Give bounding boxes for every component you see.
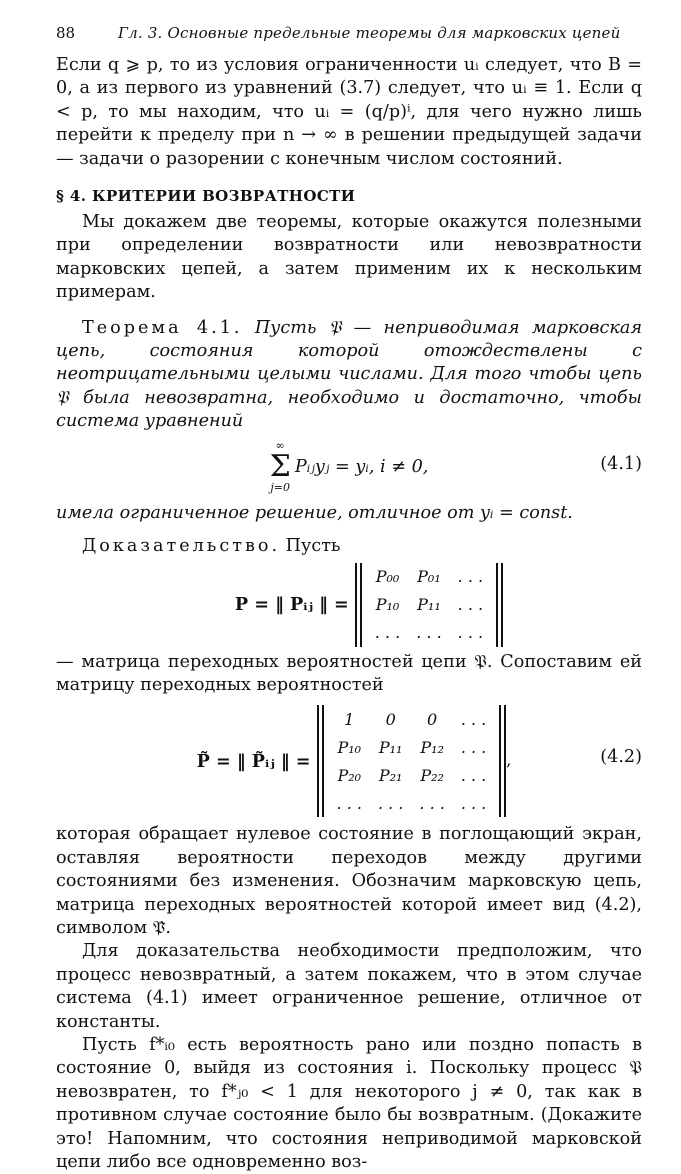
sum-lower: j=0 [270, 480, 291, 494]
matrix-cell: . . . [336, 793, 362, 813]
matrix-cell: P₀₀ [375, 567, 400, 586]
proof-label: Доказательство. [82, 536, 281, 557]
matrix-P [56, 563, 642, 647]
matrix-cell: . . . [377, 793, 404, 813]
matrix-cell: . . . [457, 595, 484, 614]
matrix-P-tilde-body [317, 705, 507, 817]
matrix-cell: P₁₀ [375, 595, 400, 614]
theorem-4-1 [56, 317, 642, 434]
paragraph-3: — матрица переходных вероятностей цепи 𝔓. Сопоставим ей матрицу переходных вероятностей [56, 651, 642, 695]
paragraph-4: которая обращает нулевое состояние в поглощающий экран, оставляя вероятности переходов между другими состояниями без изменения. Обозначим марковскую цепь, матрица переходных вероятностей которой имеет вид (4.2), символом 𝔓̃. [56, 824, 642, 938]
matrix-cell: P₁₁ [417, 595, 441, 614]
matrix-cell: . . . [460, 737, 487, 757]
section-title: § 4. КРИТЕРИИ ВОЗВРАТНОСТИ [56, 187, 356, 206]
matrix-cell: . . . [419, 793, 445, 813]
running-header [56, 24, 642, 54]
paragraph-2: Мы докажем две теоремы, которые окажутся полезными при определении возвратности или невозвратности марковских цепей, а затем применим их к нескольким примерам. [56, 212, 642, 303]
proof-start [56, 535, 642, 558]
matrix-P-lhs: P = ‖ Pᵢⱼ ‖ = [234, 594, 349, 615]
theorem-end: имела ограниченное решение, отличное от yᵢ = const. [56, 502, 573, 523]
page-number: 88 [56, 24, 76, 42]
equation-body: Pᵢⱼyⱼ = yᵢ, i ≠ 0, [294, 456, 429, 477]
matrix-cell: . . . [416, 623, 442, 642]
paragraph-1: Если q ⩾ p, то из условия ограниченности uᵢ следует, что B = 0, а из первого из уравнений (3.7) следует, что uᵢ ≡ 1. Если q < p, то мы находим, что uᵢ = (q/p)ⁱ, для чего нужно лишь перейти к пределу при n → ∞ в решении предыдущей задачи — задачи о разорении с конечным числом состояний. [56, 55, 642, 169]
matrix-cell: P₁₂ [420, 737, 444, 757]
matrix-cell: P₂₂ [420, 765, 444, 785]
equation-4-1 [56, 438, 642, 500]
matrix-P-body [355, 563, 503, 647]
page [56, 24, 642, 1174]
sum-upper: ∞ [275, 438, 285, 452]
theorem-text: Пусть 𝔓 — неприводимая марковская цепь, состояния которой отождествлены с неотрицательными целыми числами. Для того чтобы цепь 𝔓 была невозвратна, необходимо и достаточно, чтобы система уравнений [56, 317, 643, 432]
matrix-cell: . . . [460, 709, 487, 729]
equation-number: (4.1) [600, 453, 642, 474]
proof-text: Пусть [285, 536, 341, 557]
matrix-cell: P₂₀ [337, 765, 362, 785]
matrix-cell: 0 [427, 709, 438, 729]
running-title: Гл. 3. Основные предельные теоремы для марковских цепей [118, 24, 621, 42]
sum-symbol: ∞ Σ j=0 [269, 438, 291, 494]
matrix-P-tilde-lhs: P̃ = ‖ P̃ᵢⱼ ‖ = [196, 750, 311, 772]
matrix-cell: . . . [457, 567, 484, 586]
matrix-cell: 1 [344, 709, 355, 729]
matrix-cell: P₂₁ [378, 765, 403, 785]
matrix-P-tilde: P̃ = ‖ P̃ᵢⱼ ‖ = 1 0 0 . . . P₁₀ P₁₁ P₁₂ . . . P₂₀ P₂₁ P₂₂ . . . . . . . . . . . . . . . , (4.2) [56, 705, 642, 817]
matrix-cell: P₀₁ [417, 567, 441, 586]
theorem-label: Теорема 4.1. [82, 317, 243, 338]
matrix-cell: 0 [385, 709, 396, 729]
matrix-cell: . . . [374, 623, 401, 642]
matrix-cell: P₁₀ [337, 737, 362, 757]
paragraph-6: Пусть f*ᵢ₀ есть вероятность рано или поздно попасть в состояние 0, выйдя из состояния i. Поскольку процесс 𝔓 невозвратен, то f*ⱼ₀ < 1 для некоторого j ≠ 0, так как в противном случае состояние было бы возвратным. (Докажите это! Напомним, что состояния неприводимой марковской цепи либо все одновременно воз- [56, 1034, 642, 1172]
matrix-cell: . . . [457, 623, 484, 642]
matrix-cell: . . . [460, 793, 487, 813]
matrix-cell: P₁₁ [378, 737, 403, 757]
paragraph-5: Для доказательства необходимости предположим, что процесс невозвратный, а затем покажем, что в этом случае система (4.1) имеет ограниченное решение, отличное от константы. [56, 941, 642, 1032]
equation-number-4-2: (4.2) [600, 747, 642, 768]
matrix-cell: . . . [460, 765, 487, 785]
